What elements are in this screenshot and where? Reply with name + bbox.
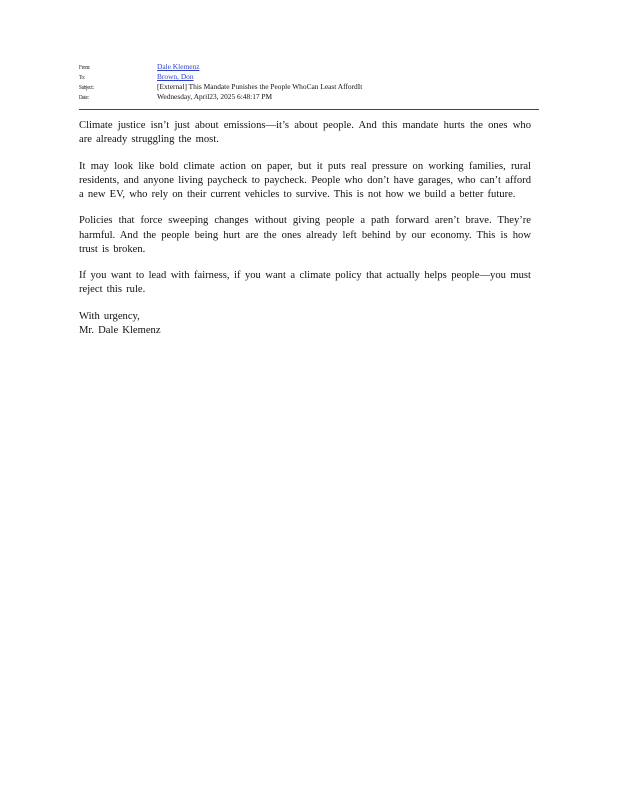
from-sender-link[interactable]: Dale Klemenz bbox=[157, 62, 200, 71]
body-paragraph-4: If you want to lead with fairness, if you want a climate policy that actually helps people—you must reject this rule. bbox=[79, 270, 531, 296]
closing-line: With urgency, bbox=[79, 310, 140, 322]
from-label: From: bbox=[79, 65, 91, 72]
to-recipient-link[interactable]: Brown, Don bbox=[157, 72, 194, 81]
body-paragraph-1: Climate justice isn’t just about emissions—it’s about people. And this mandate hurts the ones who are already struggling the most. bbox=[79, 120, 531, 146]
date-text: Wednesday, April23, 2025 6:48:17 PM bbox=[157, 92, 273, 101]
subject-text: [External] This Mandate Punishes the People WhoCan Least AffordIt bbox=[157, 82, 363, 91]
to-label: To: bbox=[79, 75, 85, 82]
signature-line: Mr. Dale Klemenz bbox=[79, 324, 161, 336]
header-divider bbox=[79, 109, 539, 110]
date-label: Date: bbox=[79, 95, 89, 102]
email-body bbox=[79, 119, 531, 338]
to-row bbox=[79, 72, 539, 82]
subject-row bbox=[79, 82, 539, 92]
from-row bbox=[79, 62, 539, 72]
body-paragraph-2: It may look like bold climate action on paper, but it puts real pressure on working families, rural residents, and anyone living paycheck to paycheck. People who don’t have garages, who can’t afford a new EV, who rely on their current vehicles to survive. This is not how we build a better future. bbox=[79, 160, 531, 200]
email-header bbox=[79, 62, 539, 102]
subject-label: Subject: bbox=[79, 85, 94, 92]
body-paragraph-3: Policies that force sweeping changes without giving people a path forward aren’t brave. They’re harmful. And the people being hurt are the ones already left behind by our economy. This is how trust is broken. bbox=[79, 215, 531, 255]
date-row bbox=[79, 92, 539, 102]
